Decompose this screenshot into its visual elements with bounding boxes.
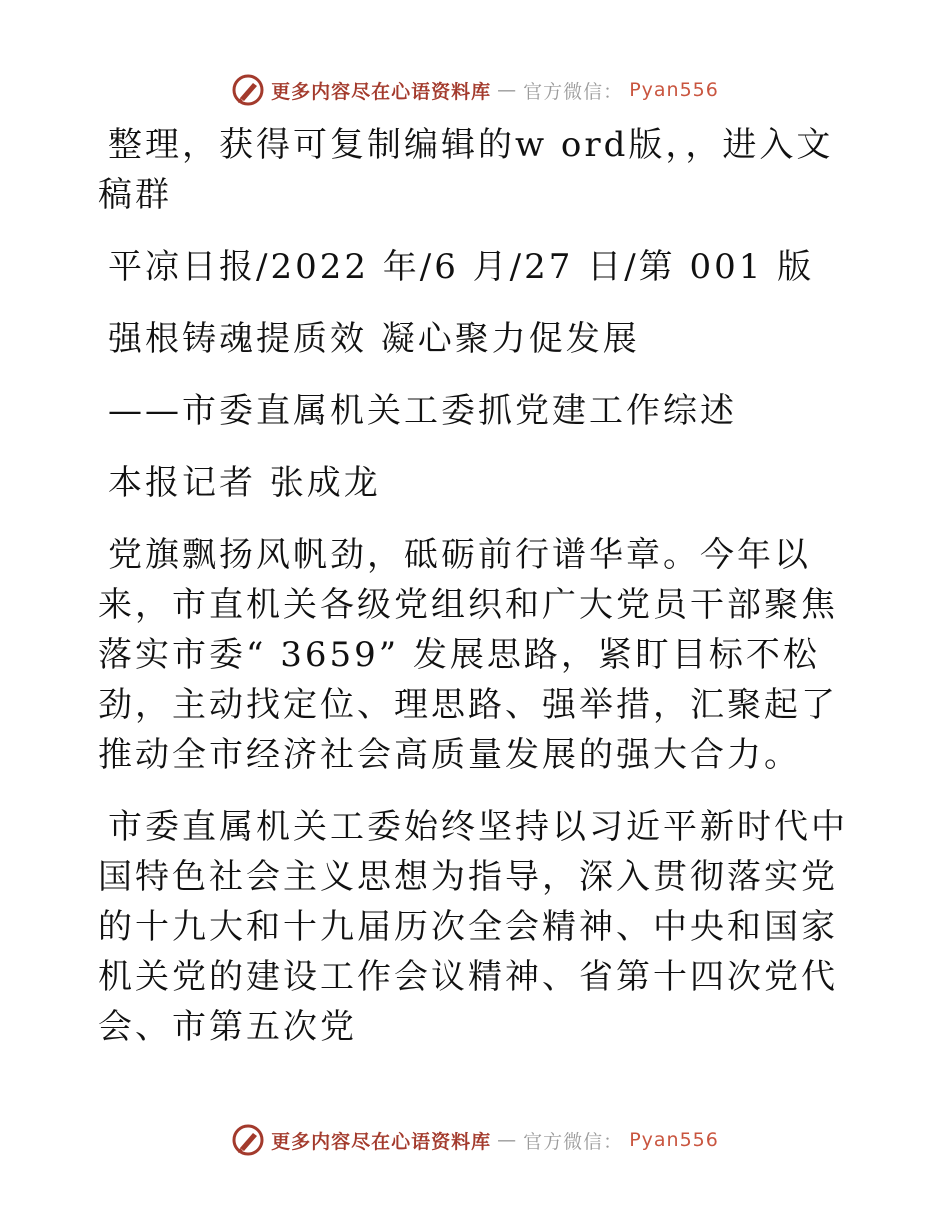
- footer-watermark-banner: [0, 1122, 950, 1158]
- wechat-label: 官方微信：: [523, 80, 624, 103]
- wechat-label: 官方微信：: [523, 1130, 624, 1153]
- intro-note: 整理，获得可复制编辑的w ord版，，进入文稿群: [98, 125, 834, 215]
- body-paragraph: 市委直属机关工委始终坚持以习近平新时代中国特色社会主义思想为指导，深入贯彻落实党的十九大和十九届历次全会精神、中央和国家机关党的建设工作会议精神、省第十四次党代会、市第五次党: [98, 807, 848, 1047]
- byline: 本报记者 张成龙: [108, 463, 381, 503]
- document-body: [98, 120, 850, 1074]
- wechat-id: Pyan556: [629, 1129, 719, 1151]
- wechat-id: Pyan556: [629, 79, 719, 101]
- promo-text: 更多内容尽在心语资料库: [271, 80, 492, 103]
- header-watermark-banner: [0, 72, 950, 108]
- promo-dash: —: [497, 79, 518, 101]
- article-subtitle: ——市委直属机关工委抓党建工作综述: [108, 391, 737, 431]
- pen-logo-icon: [231, 1123, 265, 1157]
- pen-logo-icon: [231, 73, 265, 107]
- article-title: 强根铸魂提质效 凝心聚力促发展: [108, 319, 640, 359]
- body-paragraph: 党旗飘扬风帆劲，砥砺前行谱华章。今年以来，市直机关各级党组织和广大党员干部聚焦落实市委“ 3659” 发展思路，紧盯目标不松劲，主动找定位、理思路、强举措，汇聚起了推动全市经济社会高质量发展的强大合力。: [98, 535, 838, 775]
- promo-dash: —: [497, 1129, 518, 1151]
- publication-line: 平凉日报/2022 年/6 月/27 日/第 001 版: [108, 247, 815, 287]
- promo-text: 更多内容尽在心语资料库: [271, 1130, 492, 1153]
